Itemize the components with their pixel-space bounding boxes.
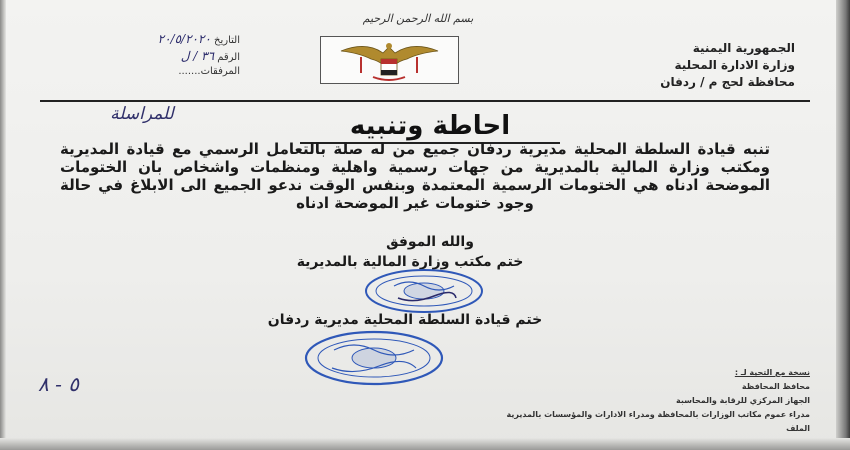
- distribution-item: محافظ المحافظة: [741, 382, 810, 391]
- letterhead-right: [595, 40, 795, 91]
- reference-label: الرقم: [217, 52, 240, 63]
- closing-line: والله الموفق: [386, 234, 474, 250]
- date-label: التاريخ: [214, 35, 240, 46]
- letterhead-left: [60, 32, 240, 83]
- basmala: بسم الله الرحمن الرحيم: [362, 12, 474, 25]
- letterhead-governorate: محافظة لحج م / ردفان: [660, 75, 795, 89]
- date-value: ٢٠/٥/٢٠٢٠: [157, 32, 211, 46]
- distribution-item: مدراء عموم مكاتب الوزارات بالمحافظة ومدراء الادارات والمؤسسات بالمديرية: [506, 410, 810, 419]
- page-edge-left: [0, 0, 6, 450]
- attachments-label: المرفقات.......: [178, 66, 240, 77]
- reference-value: ٣٦ / ل: [180, 49, 215, 63]
- finance-office-stamp: [364, 268, 484, 314]
- national-emblem: [320, 36, 459, 84]
- header-divider: [40, 100, 810, 102]
- reference-row: [60, 49, 240, 66]
- page-edge-right: [836, 0, 850, 450]
- letterhead-country: الجمهورية اليمنية: [692, 41, 795, 55]
- page-edge-bottom: [0, 438, 850, 450]
- attachments-row: [60, 66, 240, 83]
- copy-to-label: نسخة مع التحية لـ :: [734, 368, 810, 377]
- distribution-list: [390, 366, 810, 436]
- document-body: تنبه قيادة السلطة المحلية مديرية ردفان جميع من له صلة بالتعامل الرسمي مع قيادة المديرية ومكتب وزارة المالية بالمديرية من جهات رسمية واهلية ومنظمات واشخاص بان الختومات الموضحة ادناه هي الختومات الرسمية المعتمدة وبنفس الوقت ندعو الجميع الى الابلاغ في حالة وجود ختومات غير الموضحة ادناه: [60, 140, 770, 212]
- letterhead-ministry: وزارة الادارة المحلية: [674, 58, 795, 72]
- eagle-emblem-icon: [321, 37, 458, 83]
- authority-stamp-label: ختم قيادة السلطة المحلية مديرية ردفان: [267, 312, 543, 328]
- distribution-item: الجهاز المركزي للرقابة والمحاسبة: [676, 396, 810, 405]
- distribution-item: الملف: [786, 424, 810, 433]
- document-title: احاطة وتنبيه: [300, 110, 560, 144]
- handwritten-note-bottom: ٥ - ٨: [38, 372, 79, 396]
- date-row: [60, 32, 240, 49]
- finance-stamp-label: ختم مكتب وزارة المالية بالمديرية: [296, 254, 524, 270]
- handwritten-note-top: للمراسلة: [110, 104, 174, 124]
